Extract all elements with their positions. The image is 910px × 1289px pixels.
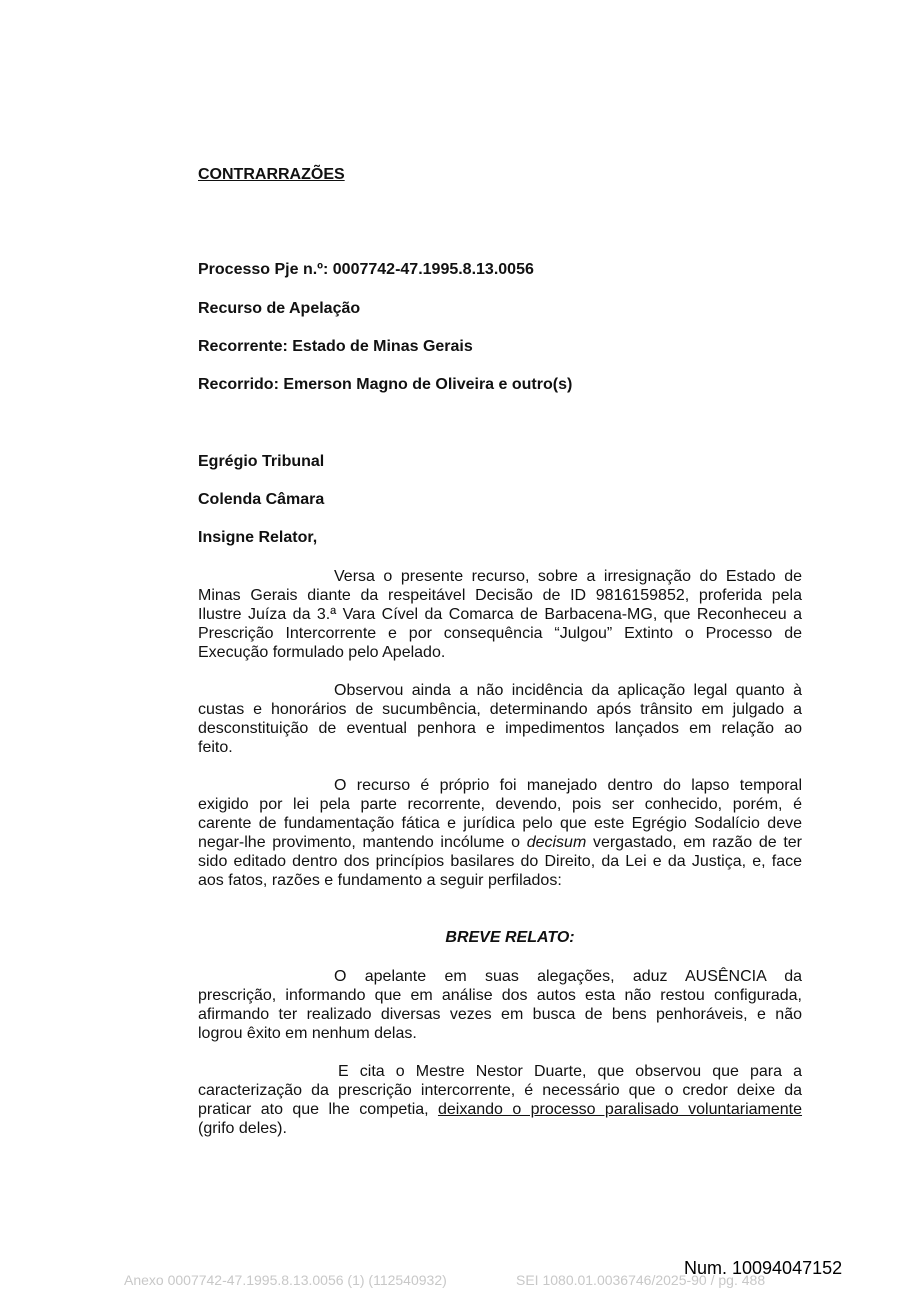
appellant: Recorrente: Estado de Minas Gerais (198, 338, 473, 355)
paragraph-line: Versa o presente recurso, sobre a irresignação do Estado de (334, 568, 802, 585)
text-run: vergastado, em razão de ter (586, 834, 802, 851)
paragraph-line: O recurso é próprio foi manejado dentro do lapso temporal (334, 777, 802, 794)
paragraph-5 (198, 1062, 802, 1138)
process-number: Processo Pje n.º: 0007742-47.1995.8.13.0056 (198, 261, 534, 278)
paragraph-line: caracterização da prescrição intercorrente, é necessário que o credor deixe da (198, 1082, 802, 1099)
paragraph-line: (grifo deles). (198, 1120, 287, 1137)
paragraph-1 (198, 567, 802, 662)
paragraph-line: custas e honorários de sucumbência, determinando após trânsito em julgado a (198, 701, 802, 718)
paragraph-line: feito. (198, 739, 233, 756)
paragraph-line: carente de fundamentação fática e jurídica pelo que este Egrégio Sodalício deve (198, 815, 802, 832)
paragraph-line (198, 1100, 802, 1119)
paragraph-line: sido editado dentro dos princípios basilares do Direito, da Lei e da Justiça, e, face (198, 853, 802, 870)
paragraph-line: Observou ainda a não incidência da aplicação legal quanto à (334, 682, 802, 699)
italic-term-decisum: decisum (526, 834, 587, 851)
text-run: praticar ato que lhe competia, (198, 1101, 438, 1118)
paragraph-4 (198, 967, 802, 1043)
text-run: negar-lhe provimento, mantendo incólume o (198, 834, 527, 851)
paragraph-line: afirmando ter realizado diversas vezes em busca de bens penhoráveis, e não (198, 1006, 802, 1023)
paragraph-line: Ilustre Juíza da 3.ª Vara Cível da Comarca de Barbacena-MG, que Reconheceu a (198, 606, 802, 623)
document-title: CONTRARRAZÕES (198, 166, 345, 183)
paragraph-line: Minas Gerais diante da respeitável Decisão de ID 9816159852, proferida pela (198, 587, 802, 604)
appeal-type: Recurso de Apelação (198, 300, 361, 317)
section-heading: BREVE RELATO: (445, 929, 575, 946)
footer-sei-page: SEI 1080.01.0036746/2025-90 / pg. 488 (516, 1272, 766, 1288)
paragraph-line: aos fatos, razões e fundamento a seguir perfilados: (198, 872, 562, 889)
paragraph-line: prescrição, informando que em análise dos autos esta não restou configurada, (198, 987, 802, 1004)
paragraph-line: logrou êxito em nenhum delas. (198, 1025, 417, 1042)
salutation-camara: Colenda Câmara (198, 491, 325, 508)
paragraph-line: E cita o Mestre Nestor Duarte, que observou que para a (338, 1063, 802, 1080)
paragraph-line (198, 833, 802, 852)
document-number: Num. 10094047152 (684, 1258, 843, 1278)
paragraph-line: desconstituição de eventual penhora e impedimentos lançados em relação ao (198, 720, 802, 737)
salutation-tribunal: Egrégio Tribunal (198, 453, 325, 470)
paragraph-line: exigido por lei pela parte recorrente, devendo, pois ser conhecido, porém, é (198, 796, 802, 813)
paragraph-line: Execução formulado pelo Apelado. (198, 644, 446, 661)
paragraph-line: O apelante em suas alegações, aduz AUSÊNCIA da (334, 968, 802, 985)
footer-annex: Anexo 0007742-47.1995.8.13.0056 (1) (112540932) (124, 1272, 447, 1288)
paragraph-3 (198, 776, 802, 890)
underlined-text: deixando o processo paralisado voluntariamente (437, 1101, 803, 1118)
paragraph-2 (198, 681, 802, 757)
appellee: Recorrido: Emerson Magno de Oliveira e outro(s) (198, 376, 573, 393)
salutation-relator: Insigne Relator, (198, 529, 318, 546)
paragraph-line: Prescrição Intercorrente e por consequência “Julgou” Extinto o Processo de (198, 625, 802, 642)
